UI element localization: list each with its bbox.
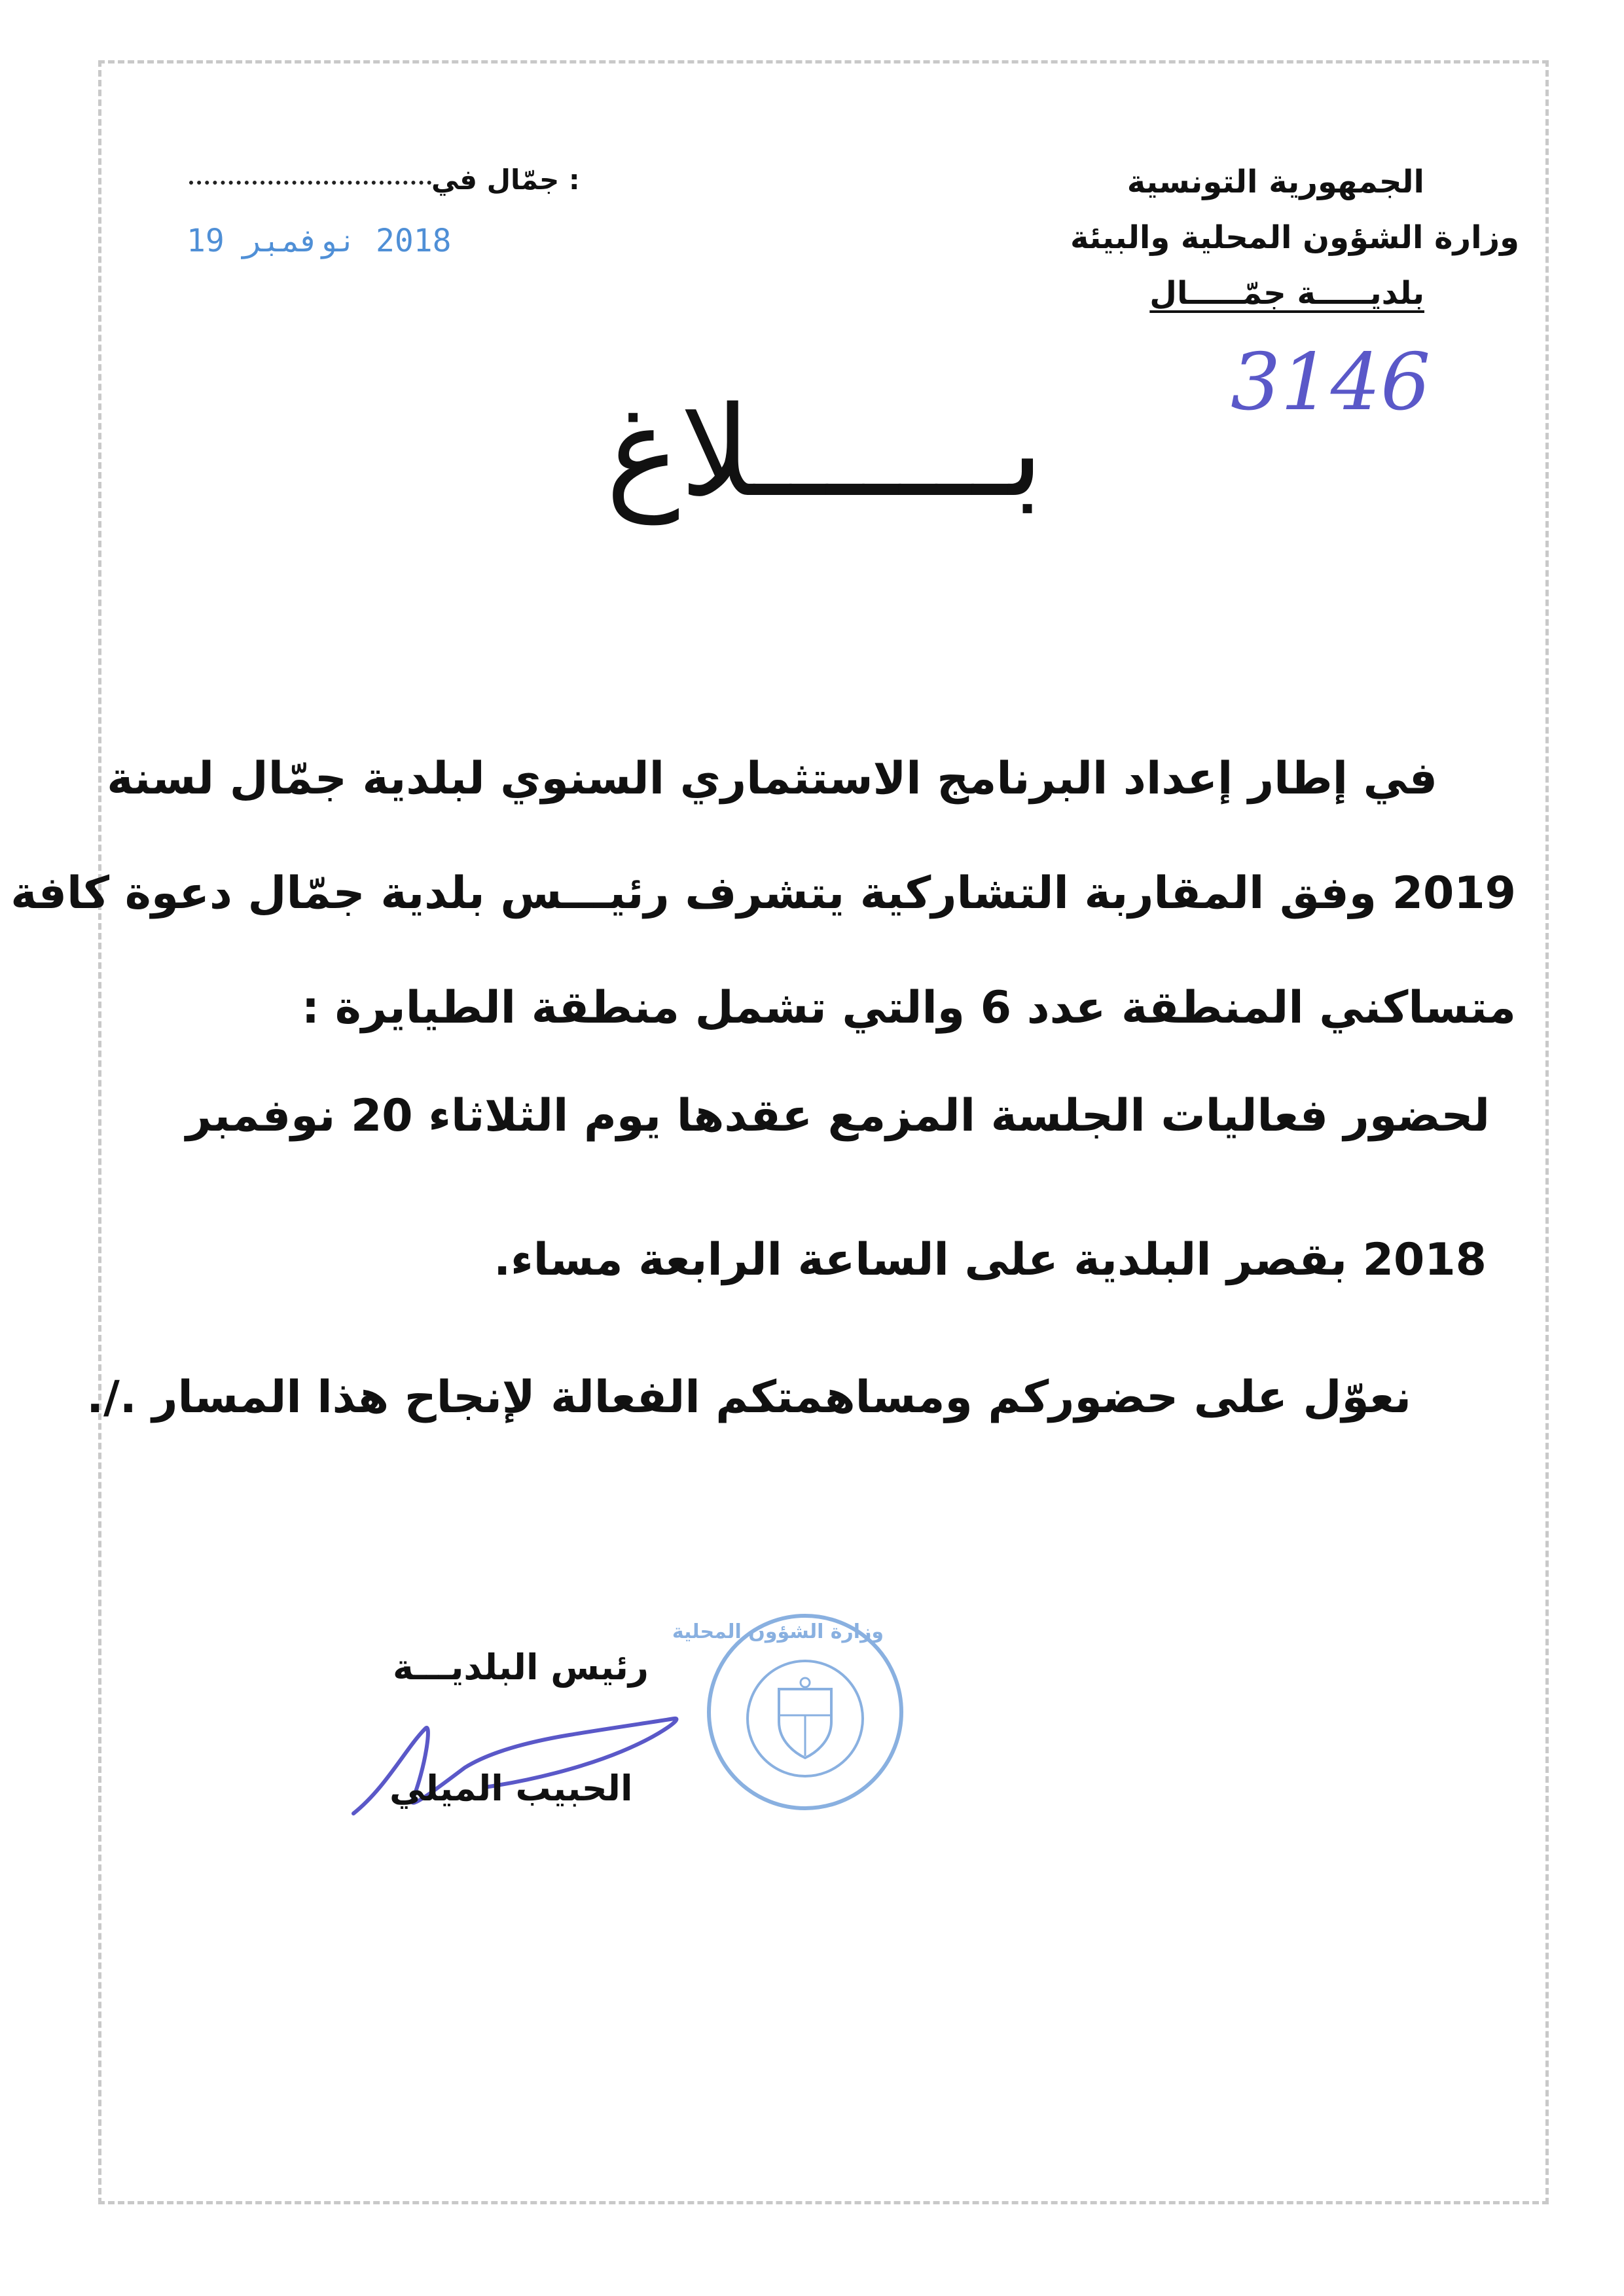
seal-text: وزارة الشؤون المحلية (672, 1620, 884, 1643)
body-line-4: لحضور فعاليات الجلسة المزمع عقدها يوم الثلاثاء 20 نوفمبر (185, 1090, 1490, 1142)
document-title: بـــــــلاغ (605, 380, 1044, 524)
official-seal (672, 1614, 903, 1810)
header-ministry: وزارة الشؤون المحلية والبيئة (1070, 219, 1519, 256)
body-line-1: في إطار إعداد البرنامج الاستثماري السنوي لبلدية جمّال لسنة (107, 753, 1437, 805)
place-date-label: جمّال في : (431, 164, 580, 196)
header-country: الجمهورية التونسية (1127, 164, 1424, 200)
seal-emblem-icon (769, 1676, 841, 1761)
body-line-3: متساكني المنطقة عدد 6 والتي تشمل منطقة الطيايرة : (301, 982, 1516, 1034)
registration-number: 3146 (1231, 337, 1431, 428)
body-line-2: 2019 وفق المقاربة التشاركية يتشرف رئيـــس بلدية جمّال دعوة كافة (10, 867, 1516, 919)
date-stamp: 2018 نوفمبر 19 (187, 223, 452, 259)
signature-scribble (334, 1689, 700, 1833)
body-line-6: نعوّل على حضوركم ومساهمتكم الفعالة لإنجاح هذا المسار ./. (86, 1372, 1411, 1423)
body-line-5: 2018 بقصر البلدية على الساعة الرابعة مساء. (494, 1234, 1487, 1286)
signature-name: الحبيب الميلي (389, 1768, 633, 1809)
signature-title: رئيس البلديـــة (393, 1647, 649, 1688)
place-date (180, 164, 580, 196)
place-date-dots (189, 181, 431, 185)
header-municipality: بلديـــــة جمّـــــال (1149, 275, 1424, 312)
